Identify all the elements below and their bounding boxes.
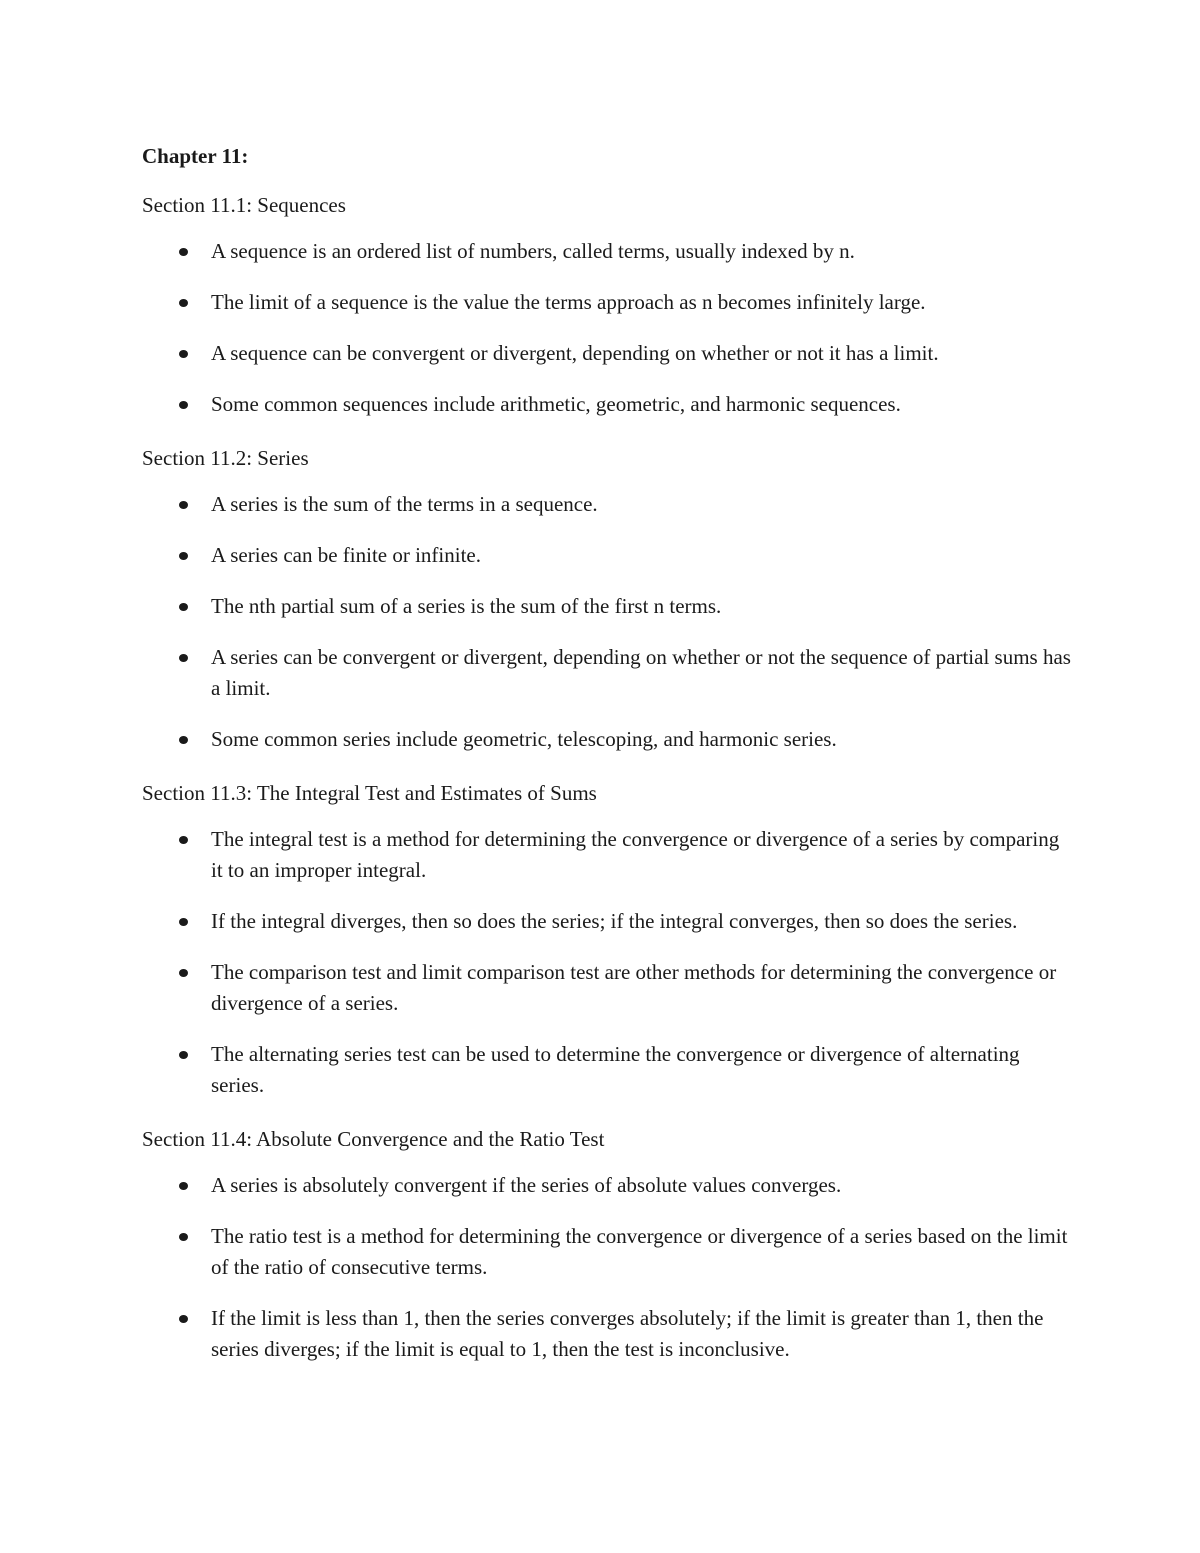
list-item-text: A sequence can be convergent or divergent, depending on whether or not it has a limit. [211,341,939,365]
bullet-icon [179,350,188,358]
section-block [142,1121,1072,1365]
bullet-icon [179,1051,188,1059]
list-item-text: If the integral diverges, then so does the series; if the integral converges, then so does the series. [211,909,1018,933]
list-item-text: The limit of a sequence is the value the terms approach as n becomes infinitely large. [211,290,926,314]
list-item-text: Some common series include geometric, telescoping, and harmonic series. [211,727,837,751]
bullet-icon [179,736,188,744]
bullet-icon [179,1315,188,1323]
list-item [142,724,1072,755]
list-item [142,1039,1072,1101]
bullet-icon [179,299,188,307]
document-page [142,138,1072,1385]
sections-container [142,187,1072,1365]
list-item [142,824,1072,886]
list-item-text: A series is absolutely convergent if the series of absolute values converges. [211,1173,842,1197]
bullet-icon [179,654,188,662]
list-item [142,1221,1072,1283]
list-item-text: If the limit is less than 1, then the series converges absolutely; if the limit is greater than 1, then the series diverges; if the limit is equal to 1, then the test is inconclusive. [211,1306,1044,1361]
list-item [142,287,1072,318]
section-block [142,440,1072,755]
bullet-icon [179,1182,188,1190]
bullet-icon [179,552,188,560]
bullet-icon [179,969,188,977]
section-block [142,775,1072,1101]
section-heading: Section 11.4: Absolute Convergence and the Ratio Test [142,1127,605,1151]
section-heading: Section 11.3: The Integral Test and Estimates of Sums [142,781,597,805]
list-item [142,957,1072,1019]
bullet-icon [179,836,188,844]
list-item-text: A series can be finite or infinite. [211,543,481,567]
bullet-icon [179,603,188,611]
list-item [142,489,1072,520]
list-item-text: A series can be convergent or divergent, depending on whether or not the sequence of partial sums has a limit. [211,645,1071,700]
list-item [142,1303,1072,1365]
list-item [142,540,1072,571]
list-item-text: The comparison test and limit comparison test are other methods for determining the convergence or divergence of a series. [211,960,1057,1015]
list-item [142,642,1072,704]
bullet-list [142,824,1072,1101]
list-item-text: A sequence is an ordered list of numbers, called terms, usually indexed by n. [211,239,855,263]
list-item [142,389,1072,420]
list-item-text: Some common sequences include arithmetic, geometric, and harmonic sequences. [211,392,901,416]
bullet-list [142,489,1072,755]
list-item-text: The ratio test is a method for determining the convergence or divergence of a series based on the limit of the ratio of consecutive terms. [211,1224,1068,1279]
bullet-list [142,236,1072,420]
bullet-icon [179,401,188,409]
list-item-text: The integral test is a method for determining the convergence or divergence of a series by comparing it to an improper integral. [211,827,1060,882]
list-item [142,1170,1072,1201]
section-heading: Section 11.2: Series [142,446,309,470]
bullet-icon [179,918,188,926]
list-item [142,906,1072,937]
list-item [142,591,1072,622]
bullet-icon [179,248,188,256]
bullet-list [142,1170,1072,1365]
bullet-icon [179,1233,188,1241]
bullet-icon [179,501,188,509]
section-block [142,187,1072,420]
list-item-text: The nth partial sum of a series is the sum of the first n terms. [211,594,722,618]
list-item-text: A series is the sum of the terms in a sequence. [211,492,598,516]
list-item [142,338,1072,369]
chapter-title: Chapter 11: [142,144,249,168]
section-heading: Section 11.1: Sequences [142,193,346,217]
list-item-text: The alternating series test can be used to determine the convergence or divergence of alternating series. [211,1042,1020,1097]
list-item [142,236,1072,267]
